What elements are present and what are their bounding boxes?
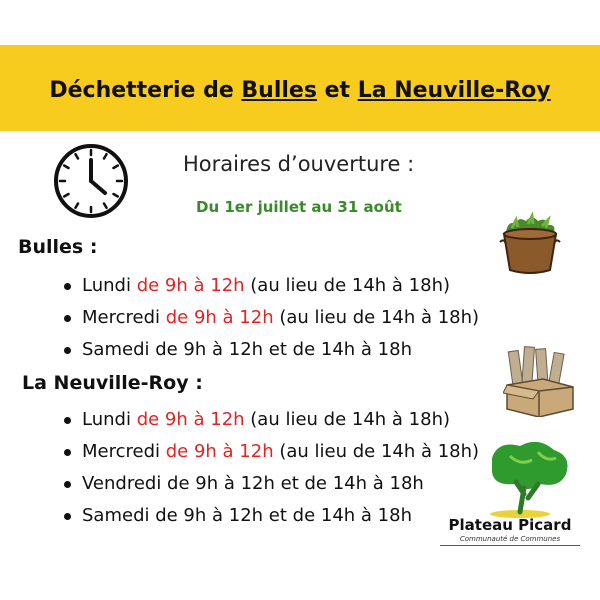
list-item: Mercredi de 9h à 12h (au lieu de 14h à 18h) [64,436,479,468]
cardboard-box-icon [503,345,577,417]
page-title [0,78,600,103]
logo-divider [440,545,580,546]
list-item: Mercredi de 9h à 12h (au lieu de 14h à 18h) [64,302,479,334]
section-la-neuville-roy-title: La Neuville-Roy : [22,372,203,394]
section-bulles-title: Bulles : [18,236,98,258]
bullet [64,417,71,424]
list-item: Lundi de 9h à 12h (au lieu de 14h à 18h) [64,404,479,436]
clock-icon [52,142,130,220]
opening-hours-title: Horaires d’ouverture : [183,152,415,176]
list-item: Lundi de 9h à 12h (au lieu de 14h à 18h) [64,270,479,302]
bullet [64,283,71,290]
la-neuville-roy-schedule-list [64,404,479,532]
period-dates: Du 1er juillet au 31 août [196,198,402,216]
list-item: Samedi de 9h à 12h et de 14h à 18h [64,500,479,532]
town-bulles: Bulles [241,78,317,103]
title-prefix: Déchetterie de [49,78,242,103]
bullet [64,513,71,520]
list-item: Vendredi de 9h à 12h et de 14h à 18h [64,468,479,500]
bullet [64,449,71,456]
title-middle: et [316,78,358,103]
bullet [64,347,71,354]
town-la-neuville-roy: La Neuville-Roy [357,78,551,103]
tree-logo-icon [480,438,575,518]
logo-name: Plateau Picard [448,516,572,534]
bulles-schedule-list [64,270,479,366]
bullet [64,481,71,488]
bullet [64,315,71,322]
logo-subtitle: Communauté de Communes [459,535,561,543]
list-item: Samedi de 9h à 12h et de 14h à 18h [64,334,479,366]
plant-pot-icon [498,212,562,276]
